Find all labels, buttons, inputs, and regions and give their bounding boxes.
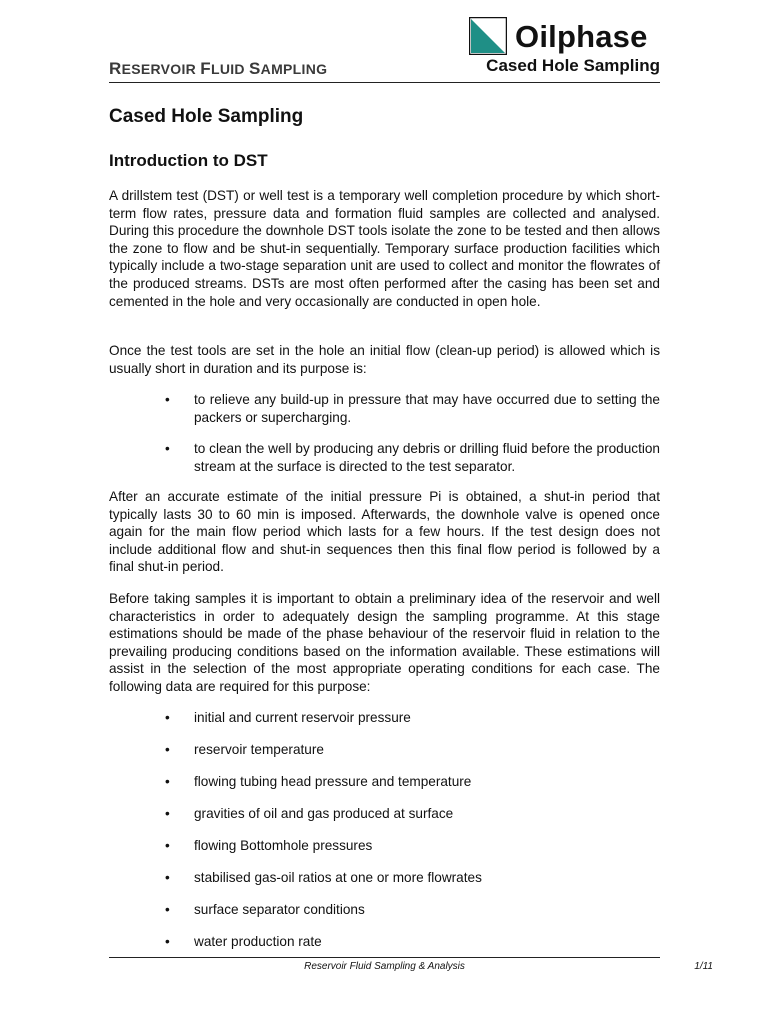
bullet-icon: • xyxy=(165,441,170,456)
list-item: • flowing tubing head pressure and temperature xyxy=(165,774,472,789)
footer-document-title: Reservoir Fluid Sampling & Analysis xyxy=(304,961,465,972)
page-title: Cased Hole Sampling xyxy=(109,106,304,127)
bullet-icon: • xyxy=(165,774,170,789)
list-item: • to clean the well by producing any debris or drilling fluid before the production stream at the surface is directed to the test separator. xyxy=(165,441,660,474)
page-number: 1/11 xyxy=(694,961,713,972)
paragraph-initial-flow: Once the test tools are set in the hole an initial flow (clean-up period) is allowed which is usually short in duration and its purpose is: xyxy=(109,343,660,376)
bullet-icon: • xyxy=(165,838,170,853)
list-item: • stabilised gas-oil ratios at one or more flowrates xyxy=(165,870,482,885)
bullet-icon: • xyxy=(165,742,170,757)
list-item: • water production rate xyxy=(165,934,322,949)
oilphase-logo-icon xyxy=(469,17,507,55)
header-section-title: RESERVOIR FLUID SAMPLING xyxy=(109,59,328,78)
paragraph-dst-intro: A drillstem test (DST) or well test is a temporary well completion procedure by which short-term flow rates, pressure data and formation fluid samples are collected and analysed. During this procedure the downhole DST tools isolate the zone to be tested and then allows the zone to flow and be shut-in sequentially. Temporary surface production facilities which typically include a two-stage separation unit are used to collect and monitor the flowrates of the produced streams. DSTs are most often performed after the casing has been set and cemented in the hole and very occasionally are conducted in open hole. xyxy=(109,188,660,309)
list-item: • flowing Bottomhole pressures xyxy=(165,838,373,853)
section-heading: Introduction to DST xyxy=(109,151,268,170)
logo-text: Oilphase xyxy=(515,18,648,54)
list-item: • gravities of oil and gas produced at surface xyxy=(165,806,454,821)
bullet-icon: • xyxy=(165,934,170,949)
list-item: • reservoir temperature xyxy=(165,742,324,757)
list-item: • initial and current reservoir pressure xyxy=(165,710,411,725)
bullet-icon: • xyxy=(165,392,170,407)
oilphase-logo xyxy=(469,16,648,56)
bullet-icon: • xyxy=(165,870,170,885)
header-chapter-title: Cased Hole Sampling xyxy=(486,56,660,75)
list-item: • to relieve any build-up in pressure that may have occurred due to setting the packers or supercharging. xyxy=(165,392,660,425)
list-item: • surface separator conditions xyxy=(165,902,365,917)
paragraph-before-sampling: Before taking samples it is important to obtain a preliminary idea of the reservoir and well characteristics in order to adequately design the sampling programme. At this stage estimations should be made of the phase behaviour of the reservoir fluid in relation to the prevailing producing conditions based on the information available. These estimations will assist in the selection of the most appropriate operating conditions for each case. The following data are required for this purpose: xyxy=(109,591,660,694)
document-body xyxy=(109,104,660,949)
bullet-icon: • xyxy=(165,710,170,725)
footer-divider xyxy=(109,957,660,958)
running-header xyxy=(109,58,660,83)
paragraph-shut-in: After an accurate estimate of the initial pressure Pi is obtained, a shut-in period that typically lasts 30 to 60 min is imposed. Afterwards, the downhole valve is opened once again for the main flow period which lasts for a few hours. If the test design does not include additional flow and shut-in sequences then this final flow period is followed by a final shut-in period. xyxy=(109,489,660,575)
bullet-icon: • xyxy=(165,902,170,917)
bullet-icon: • xyxy=(165,806,170,821)
